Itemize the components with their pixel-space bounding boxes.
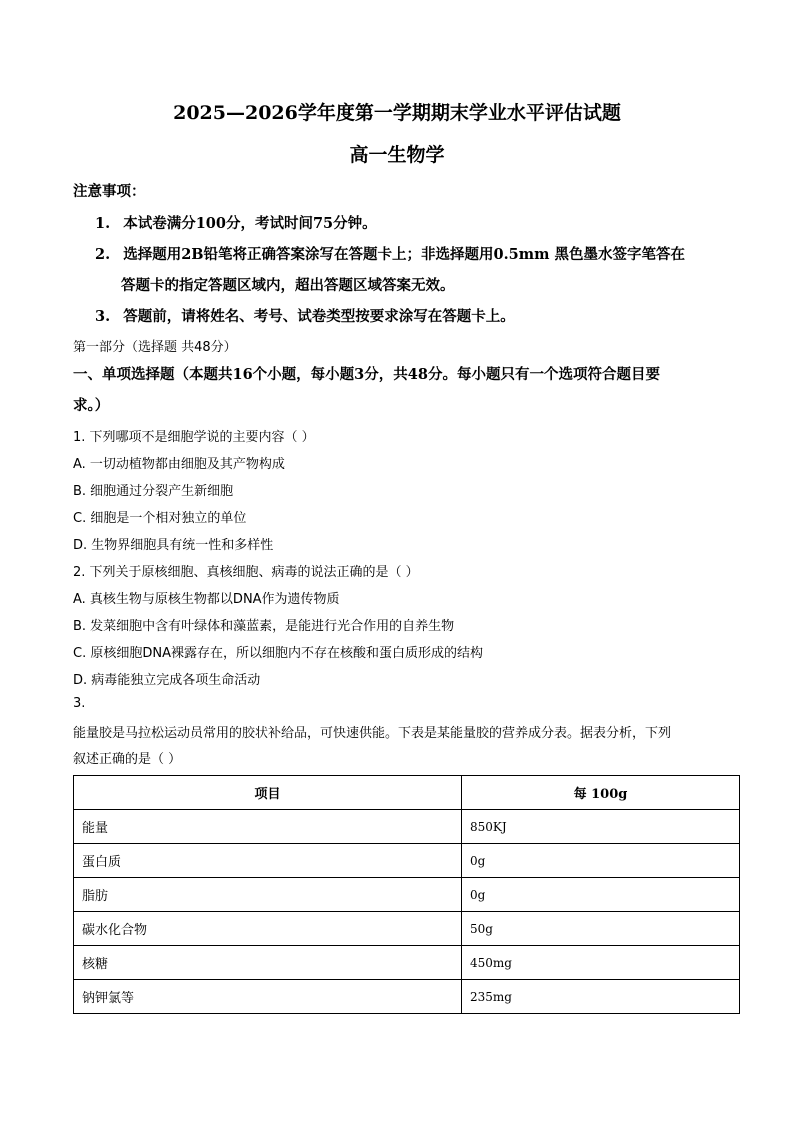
question-3-stem-continued: 叙述正确的是（ ） [73,752,182,767]
notice-item-number: 1. [95,215,111,232]
table-row [74,810,740,844]
notice-item-text: 本试卷满分100分，考试时间75分钟。 [123,215,377,232]
notice-item-1 [95,212,377,233]
question-3-number: 3. [73,696,86,711]
table-row [74,912,740,946]
table-cell-value: 850KJ [462,810,740,844]
table-cell-value: 50g [462,912,740,946]
notice-item-3 [95,305,515,326]
table-cell-item: 钠钾氯等 [74,980,462,1014]
table-cell-item: 碳水化合物 [74,912,462,946]
nutrition-table [73,775,740,1014]
table-cell-item: 脂肪 [74,878,462,912]
question-2-stem: 2. 下列关于原核细胞、真核细胞、病毒的说法正确的是（ ） [73,565,419,580]
question-1-option-d: D. 生物界细胞具有统一性和多样性 [73,538,274,553]
question-1-option-b: B. 细胞通过分裂产生新细胞 [73,484,234,499]
table-cell-item: 能量 [74,810,462,844]
notice-item-number: 2. [95,246,111,263]
notice-heading: 注意事项： [73,183,146,200]
table-row [74,980,740,1014]
exam-subject: 高一生物学 [349,144,445,166]
section-heading-continued: 求。） [73,397,110,414]
exam-title: 2025—2026学年度第一学期期末学业水平评估试题 [173,102,621,124]
notice-item-2 [95,243,685,264]
table-cell-value: 0g [462,878,740,912]
table-cell-value: 450mg [462,946,740,980]
part-one-label: 第一部分（选择题 共48分） [73,340,237,355]
question-2-option-b: B. 发菜细胞中含有叶绿体和藻蓝素，是能进行光合作用的自养生物 [73,619,455,634]
notice-item-number: 3. [95,308,111,325]
table-cell-item: 核糖 [74,946,462,980]
question-2-option-a: A. 真核生物与原核生物都以DNA作为遗传物质 [73,592,340,607]
table-cell-value: 235mg [462,980,740,1014]
notice-item-2-continued: 答题卡的指定答题区域内，超出答题区域答案无效。 [121,277,455,294]
question-1-option-c: C. 细胞是一个相对独立的单位 [73,511,247,526]
notice-item-text: 答题前，请将姓名、考号、试卷类型按要求涂写在答题卡上。 [123,308,515,325]
notice-item-text: 选择题用2B铅笔将正确答案涂写在答题卡上；非选择题用0.5mm 黑色墨水签字笔答在 [123,246,686,263]
table-header-item: 项目 [74,776,462,810]
question-1-stem: 1. 下列哪项不是细胞学说的主要内容（ ） [73,430,315,445]
question-2-option-c: C. 原核细胞DNA裸露存在，所以细胞内不存在核酸和蛋白质形成的结构 [73,646,483,661]
table-cell-item: 蛋白质 [74,844,462,878]
table-row [74,844,740,878]
table-row [74,878,740,912]
question-3-stem: 能量胶是马拉松运动员常用的胶状补给品，可快速供能。下表是某能量胶的营养成分表。据表分析，下列 [73,726,672,741]
table-header-row [74,776,740,810]
question-2-option-d: D. 病毒能独立完成各项生命活动 [73,673,261,688]
table-cell-value: 0g [462,844,740,878]
question-1-option-a: A. 一切动植物都由细胞及其产物构成 [73,457,285,472]
section-heading: 一、单项选择题（本题共16个小题，每小题3分，共48分。每小题只有一个选项符合题目要 [73,366,660,383]
table-row [74,946,740,980]
table-header-per-100g: 每 100g [462,776,740,810]
